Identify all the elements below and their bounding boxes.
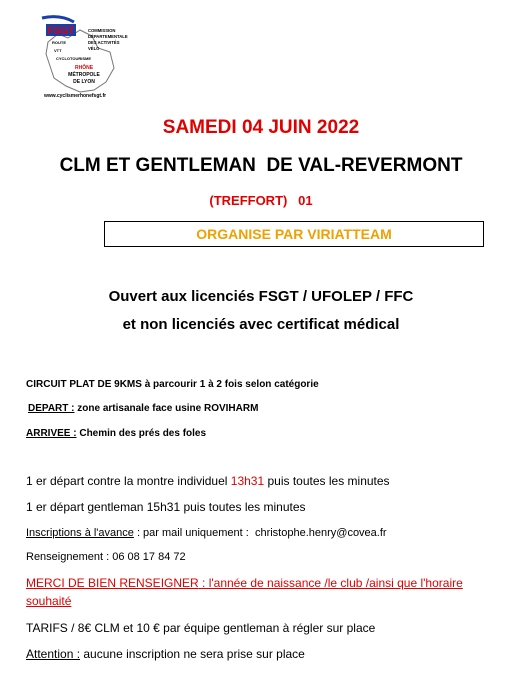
arrivee-label: ARRIVEE : — [26, 428, 77, 439]
depart-value: zone artisanale face usine ROVIHARM — [74, 403, 259, 414]
renseignement: Renseignement : 06 08 17 84 72 — [26, 551, 186, 563]
svg-text:CYCLOTOURISME: CYCLOTOURISME — [56, 56, 92, 61]
svg-text:VTT: VTT — [54, 48, 62, 53]
inscriptions-label: Inscriptions à l'avance — [26, 527, 134, 539]
svg-text:RHÔNE: RHÔNE — [74, 65, 94, 71]
start-line-1 — [26, 474, 390, 488]
start1-prefix: 1 er départ contre la montre individuel — [26, 474, 231, 488]
merci-line-2 — [26, 594, 71, 608]
svg-text:DE LYON: DE LYON — [73, 79, 95, 85]
merci-label: MERCI DE BIEN RENSEIGNER — [26, 576, 199, 590]
fsgt-logo — [40, 12, 128, 102]
logo-brand: FSGT — [47, 26, 75, 37]
event-title: CLM ET GENTLEMAN DE VAL-REVERMONT — [59, 155, 463, 176]
inscriptions-value: : par mail uniquement : christophe.henry@covea.fr — [133, 527, 387, 539]
start1-time: 13h31 — [230, 474, 265, 488]
open-line-2: et non licenciés avec certificat médical — [122, 316, 400, 333]
svg-text:ROUTE: ROUTE — [52, 40, 66, 45]
arrivee-info — [26, 428, 206, 439]
merci-value-2: souhaité — [26, 594, 72, 608]
event-date: SAMEDI 04 JUIN 2022 — [162, 117, 360, 138]
svg-text:VÉLO: VÉLO — [88, 46, 100, 51]
depart-info — [28, 403, 258, 414]
inscriptions — [26, 527, 387, 539]
circuit-info: CIRCUIT PLAT DE 9KMS à parcourir 1 à 2 fois selon catégorie — [26, 379, 319, 390]
svg-text:DES ACTIVITÉS: DES ACTIVITÉS — [88, 40, 120, 45]
svg-text:COMMISSION: COMMISSION — [88, 28, 116, 33]
open-line-1: Ouvert aux licenciés FSGT / UFOLEP / FFC — [108, 288, 414, 305]
start1-suffix: puis toutes les minutes — [264, 474, 390, 488]
start-line-2: 1 er départ gentleman 15h31 puis toutes les minutes — [26, 500, 306, 514]
organiser-box — [104, 221, 484, 247]
event-place: (TREFFORT) 01 — [209, 193, 313, 208]
logo-url: www.cyclismerhonefsgt.fr — [44, 93, 107, 99]
organiser-text: ORGANISE PAR VIRIATTEAM — [196, 226, 392, 242]
logo-graphic — [40, 12, 128, 102]
attention — [26, 647, 305, 661]
attention-value: aucune inscription ne sera prise sur place — [80, 647, 305, 661]
attention-label: Attention : — [26, 647, 81, 661]
depart-label: DEPART : — [28, 403, 75, 414]
merci-value-1: : l'année de naissance /le club /ainsi que l'horaire — [198, 576, 463, 590]
arrivee-value: Chemin des prés des foles — [76, 428, 207, 439]
merci-line — [26, 576, 463, 590]
svg-text:MÉTROPOLE: MÉTROPOLE — [68, 72, 100, 78]
svg-text:DÉPARTEMENTALE: DÉPARTEMENTALE — [88, 34, 128, 39]
tarifs: TARIFS / 8€ CLM et 10 € par équipe gentleman à régler sur place — [26, 621, 376, 635]
